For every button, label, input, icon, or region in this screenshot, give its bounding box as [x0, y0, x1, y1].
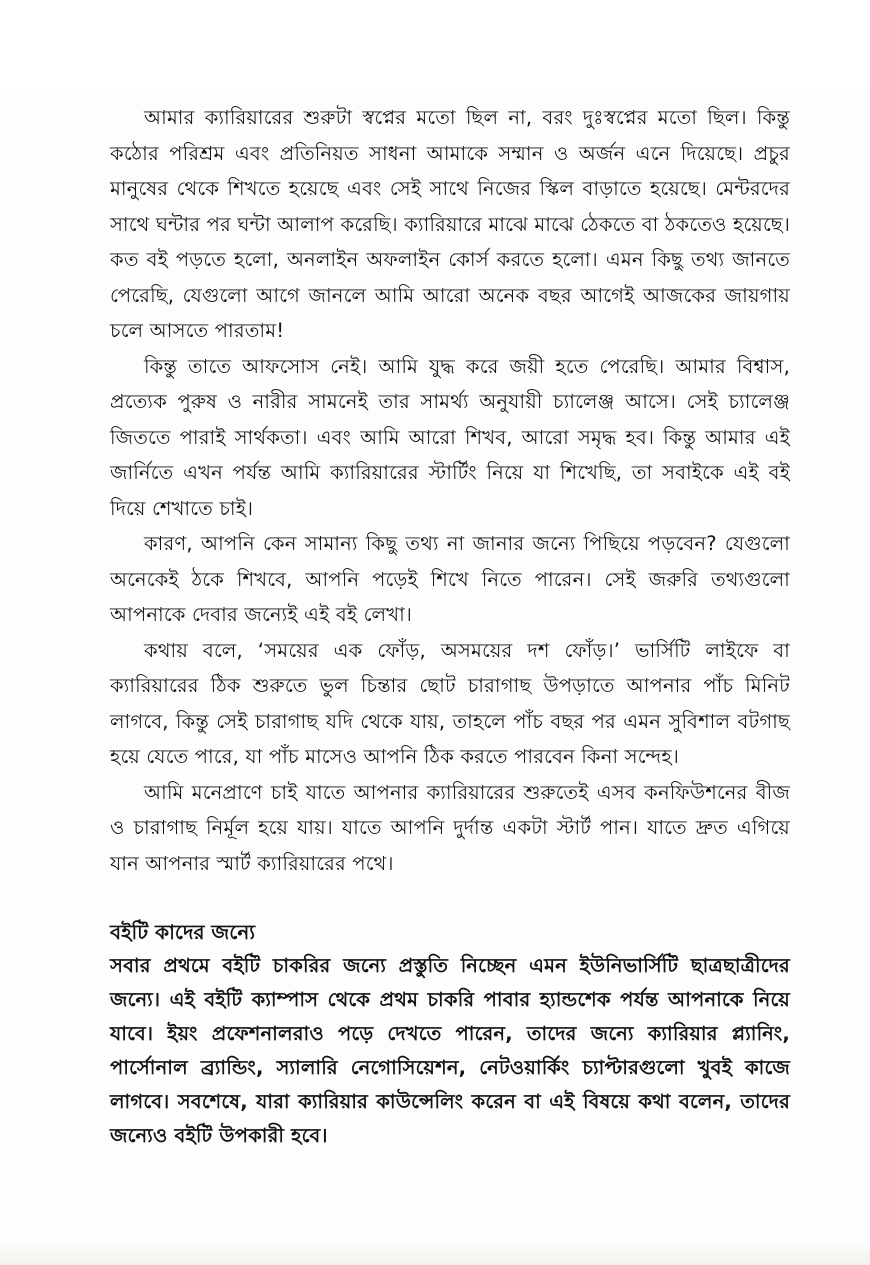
paragraph-wish: আমি মনেপ্রাণে চাই যাতে আপনার ক্যারিয়ারের শুরুতেই এসব কনফিউশনের বীজ ও চারাগাছ নির্মূল হয়ে যায়। যাতে আপনি দুর্দান্ত একটা স্টার্ট পান। যাতে দ্রুত এগিয়ে যান আপনার স্মার্ট ক্যারিয়ারের পথে।	[110, 780, 790, 875]
top-margin	[0, 0, 870, 88]
page-content	[110, 100, 790, 1153]
section-heading: বইটি কাদের জন্যে	[110, 920, 256, 944]
paragraph-proverb: কথায় বলে, ‘সময়ের এক ফোঁড়, অসময়ের দশ ফোঁড়।’ ভার্সিটি লাইফে বা ক্যারিয়ারের ঠিক শুরুতে ভুল চিন্তার ছোট চারাগাছ উপড়াতে আপনার পাঁচ মিনিট লাগবে, কিন্তু সেই চারাগাছ যদি থেকে যায়, তাহলে পাঁচ বছর পর এমন সুবিশাল বটগাছ হয়ে যেতে পারে, যা পাঁচ মাসেও আপনি ঠিক করতে পারবেন কিনা সন্দেহ।	[110, 638, 790, 768]
audience-section	[110, 915, 790, 1153]
bottom-edge-shade	[0, 1241, 870, 1265]
paragraph-reason: কারণ, আপনি কেন সামান্য কিছু তথ্য না জানার জন্যে পিছিয়ে পড়বেন? যেগুলো অনেকেই ঠকে শিখবে, আপনি পড়েই শিখে নিতে পারেন। সেই জরুরি তথ্যগুলো আপনাকে দেবার জন্যেই এই বই লেখা।	[110, 532, 790, 626]
section-body: সবার প্রথমে বইটি চাকরির জন্যে প্রস্তুতি নিচ্ছেন এমন ইউনিভার্সিটি ছাত্রছাত্রীদের জন্যে। এই বইটি ক্যাম্পাস থেকে প্রথম চাকরি পাবার হ্যান্ডশেক পর্যন্ত আপনাকে নিয়ে যাবে। ইয়ং প্রফেশনালরাও পড়ে দেখতে পারেন, তাদের জন্যে ক্যারিয়ার প্ল্যানিং, পার্সোনাল ব্র্যান্ডিং, স্যালারি নেগোসিয়েশন, নেটওয়ার্কিং চ্যাপ্টারগুলো খুবই কাজে লাগবে। সবশেষে, যারা ক্যারিয়ার কাউন্সেলিং করেন বা এই বিষয়ে কথা বলেন, তাদের জন্যেও বইটি উপকারী হবে।	[110, 954, 790, 1147]
paragraph-career-start: আমার ক্যারিয়ারের শুরুটা স্বপ্নের মতো ছিল না, বরং দুঃস্বপ্নের মতো ছিল। কিন্তু কঠোর পরিশ্রম এবং প্রতিনিয়ত সাধনা আমাকে সম্মান ও অর্জন এনে দিয়েছে। প্রচুর মানুষের থেকে শিখতে হয়েছে এবং সেই সাথে নিজের স্কিল বাড়াতে হয়েছে। মেন্টরদের সাথে ঘন্টার পর ঘন্টা আলাপ করেছি। ক্যারিয়ারে মাঝে মাঝে ঠেকতে বা ঠকতেও হয়েছে। কত বই পড়তে হলো, অনলাইন অফলাইন কোর্স করতে হলো। এমন কিছু তথ্য জানতে পেরেছি, যেগুলো আগে জানলে আমি আরো অনেক বছর আগেই আজকের জায়গায় চলে আসতে পারতাম!	[110, 106, 790, 342]
paragraph-no-regret: কিন্তু তাতে আফসোস নেই। আমি যুদ্ধ করে জয়ী হতে পেরেছি। আমার বিশ্বাস, প্রত্যেক পুরুষ ও নারীর সামনেই তার সামর্থ্য অনুযায়ী চ্যালেঞ্জ আসে। সেই চ্যালেঞ্জ জিততে পারাই সার্থকতা। এবং আমি আরো শিখব, আরো সমৃদ্ধ হব। কিন্তু আমার এই জার্নিতে এখন পর্যন্ত আমি ক্যারিয়ারের স্টার্টিং নিয়ে যা শিখেছি, তা সবাইকে এই বই দিয়ে শেখাতে চাই।	[110, 354, 790, 520]
